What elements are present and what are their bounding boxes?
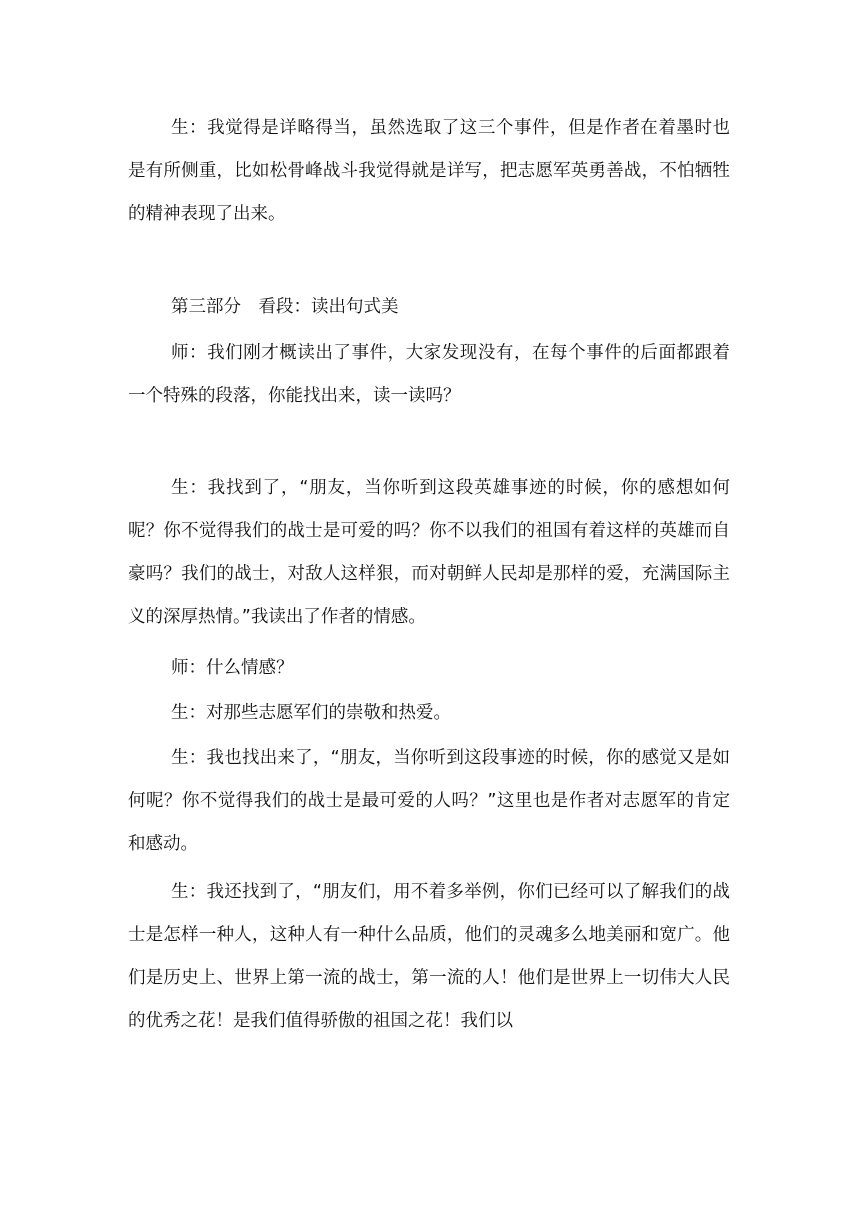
paragraph-teacher-question-2: 师：什么情感？: [171, 658, 294, 678]
paragraph-student-answer-1: 生：我觉得是详略得当，虽然选取了这三个事件，但是作者在着墨时也是有所侧重，比如松骨峰战斗我觉得就是详写，把志愿军英勇善战，不怕牺牲的精神表现了出来。: [128, 118, 730, 224]
paragraph-student-answer-4: 生：我也找出来了，“朋友，当你听到这段事迹的时候，你的感觉又是如何呢？你不觉得我们的战士是最可爱的人吗？”这里也是作者对志愿军的肯定和感动。: [128, 748, 730, 854]
paragraph-student-answer-3: 生：对那些志愿军们的崇敬和热爱。: [171, 703, 451, 723]
paragraph-student-answer-2: 生：我找到了，“朋友，当你听到这段英雄事迹的时候，你的感想如何呢？你不觉得我们的战士是可爱的吗？你不以我们的祖国有着这样的英雄而自豪吗？我们的战士，对敌人这样狠，而对朝鲜人民却是那样的爱，充满国际主义的深厚热情。”我读出了作者的情感。: [128, 478, 730, 627]
section-heading-part-three: 第三部分 看段：读出句式美: [171, 297, 399, 317]
paragraph-teacher-question-1: 师：我们刚才概读出了事件，大家发现没有，在每个事件的后面都跟着一个特殊的段落，你能找出来，读一读吗？: [128, 343, 730, 406]
paragraph-student-answer-5: 生：我还找到了，“朋友们，用不着多举例，你们已经可以了解我们的战士是怎样一种人，这种人有一种什么品质，他们的灵魂多么地美丽和宽广。他们是历史上、世界上第一流的战士，第一流的人！他们是世界上一切伟大人民的优秀之花！是我们值得骄傲的祖国之花！我们以: [128, 882, 730, 1031]
